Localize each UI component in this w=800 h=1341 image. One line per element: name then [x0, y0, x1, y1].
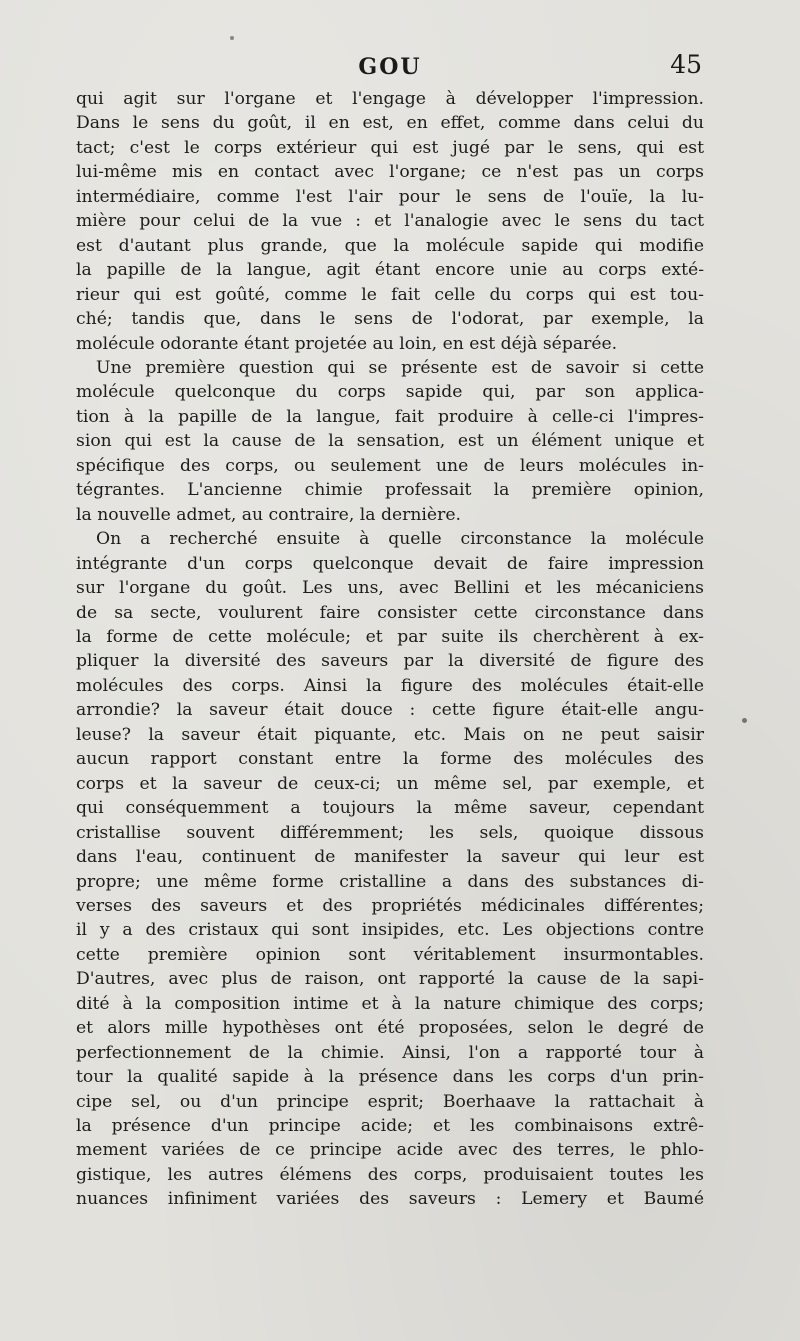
text-line: mement variées de ce principe acide avec des terres, le phlo- — [76, 1140, 704, 1161]
page-speck — [230, 36, 234, 40]
text-line: propre; une même forme cristalline a dans des substances di- — [76, 871, 704, 892]
text-line: cette première opinion sont véritablement insurmontables. — [76, 944, 704, 965]
text-line: Dans le sens du goût, il en est, en effet, comme dans celui du — [76, 113, 704, 134]
text-line: nuances infiniment variées des saveurs : Lemery et Baumé — [76, 1189, 704, 1210]
page-header — [76, 50, 704, 86]
text-line: perfectionnement de la chimie. Ainsi, l'on a rapporté tour à — [76, 1042, 704, 1063]
text-line: On a recherché ensuite à quelle circonstance la molécule — [96, 529, 704, 550]
text-line: ché; tandis que, dans le sens de l'odorat, par exemple, la — [76, 309, 704, 330]
text-line: sion qui est la cause de la sensation, est un élément unique et — [76, 431, 704, 452]
text-line: la présence d'un principe acide; et les combinaisons extrê- — [76, 1116, 704, 1137]
text-line: tégrantes. L'ancienne chimie professait la première opinion, — [76, 480, 704, 501]
text-line: cipe sel, ou d'un principe esprit; Boerhaave la rattachait à — [76, 1091, 704, 1112]
text-line: leuse? la saveur était piquante, etc. Mais on ne peut saisir — [76, 724, 704, 745]
text-line: est d'autant plus grande, que la molécule sapide qui modifie — [76, 235, 704, 256]
page-number: 45 — [670, 50, 702, 79]
text-line: la papille de la langue, agit étant encore unie au corps exté- — [76, 260, 704, 281]
text-line: intégrante d'un corps quelconque devait de faire impression — [76, 553, 704, 574]
text-line: dité à la composition intime et à la nature chimique des corps; — [76, 993, 704, 1014]
text-line: arrondie? la saveur était douce : cette figure était-elle angu- — [76, 700, 704, 721]
page-speck — [742, 718, 747, 723]
body-text — [76, 87, 704, 1212]
text-line: qui agit sur l'organe et l'engage à développer l'impression. — [76, 89, 704, 109]
text-line: corps et la saveur de ceux-ci; un même sel, par exemple, et — [76, 773, 704, 794]
text-line: molécule quelconque du corps sapide qui, par son applica- — [76, 382, 704, 403]
text-line: molécules des corps. Ainsi la figure des molécules était-elle — [76, 675, 704, 696]
text-line: lui-même mis en contact avec l'organe; ce n'est pas un corps — [76, 162, 704, 183]
text-line: gistique, les autres élémens des corps, produisaient toutes les — [76, 1164, 704, 1185]
text-line: D'autres, avec plus de raison, ont rapporté la cause de la sapi- — [76, 969, 704, 990]
text-line: qui conséquemment a toujours la même saveur, cependant — [76, 798, 704, 819]
text-line: la forme de cette molécule; et par suite ils cherchèrent à ex- — [76, 626, 704, 647]
text-line: mière pour celui de la vue : et l'analogie avec le sens du tact — [76, 211, 704, 232]
text-line: tion à la papille de la langue, fait produire à celle-ci l'impres- — [76, 406, 704, 427]
text-line: intermédiaire, comme l'est l'air pour le sens de l'ouïe, la lu- — [76, 186, 704, 207]
text-line: spécifique des corps, ou seulement une de leurs molécules in- — [76, 455, 704, 476]
text-line: il y a des cristaux qui sont insipides, etc. Les objections contre — [76, 920, 704, 941]
text-line: tact; c'est le corps extérieur qui est jugé par le sens, qui est — [76, 137, 704, 158]
text-line: et alors mille hypothèses ont été proposées, selon le degré de — [76, 1018, 704, 1039]
text-line: tour la qualité sapide à la présence dans les corps d'un prin- — [76, 1067, 704, 1088]
running-head: GOU — [358, 54, 422, 80]
text-line: la nouvelle admet, au contraire, la dernière. — [76, 504, 461, 525]
text-line: cristallise souvent différemment; les sels, quoique dissous — [76, 822, 704, 843]
text-line: molécule odorante étant projetée au loin, en est déjà séparée. — [76, 333, 618, 354]
text-line: de sa secte, voulurent faire consister cette circonstance dans — [76, 602, 704, 623]
text-line: dans l'eau, continuent de manifester la saveur qui leur est — [76, 847, 704, 868]
text-line: Une première question qui se présente est de savoir si cette — [96, 357, 704, 378]
text-line: rieur qui est goûté, comme le fait celle du corps qui est tou- — [76, 284, 704, 305]
text-line: aucun rapport constant entre la forme des molécules des — [76, 749, 704, 770]
text-line: sur l'organe du goût. Les uns, avec Bellini et les mécaniciens — [76, 578, 704, 599]
text-line: pliquer la diversité des saveurs par la diversité de figure des — [76, 651, 704, 672]
text-line: verses des saveurs et des propriétés médicinales différentes; — [76, 895, 704, 916]
